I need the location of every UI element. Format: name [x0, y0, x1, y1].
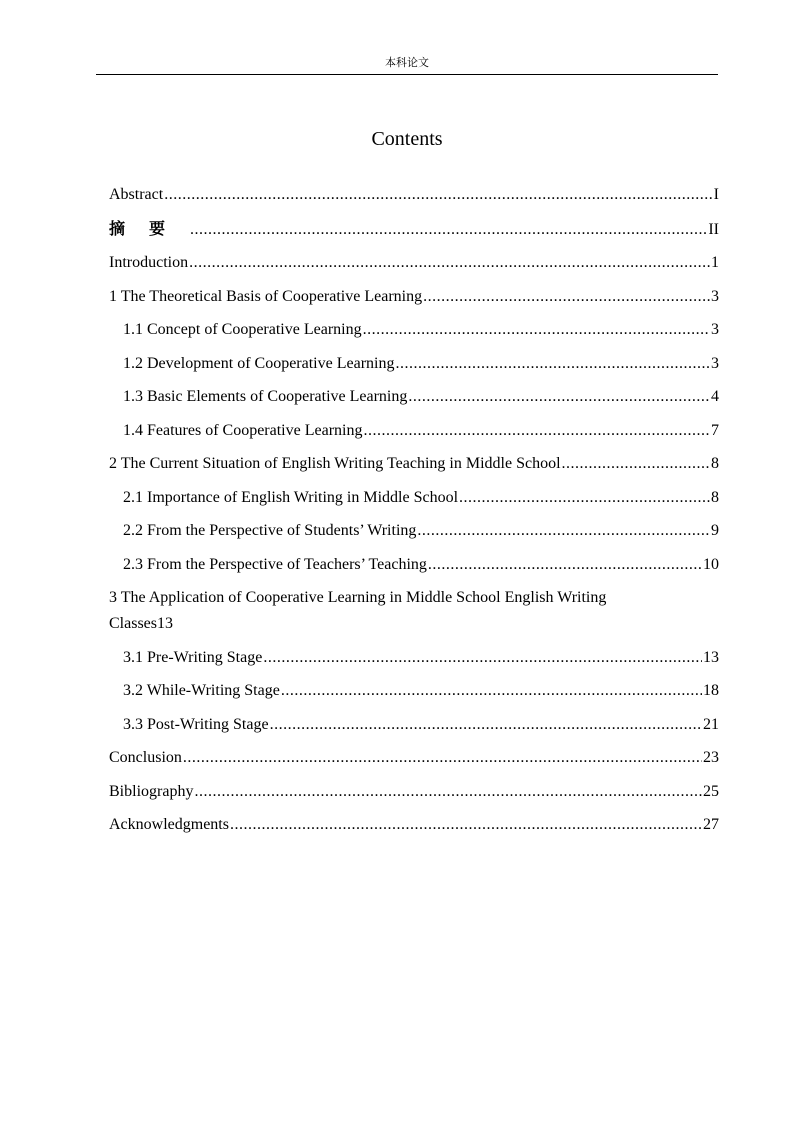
toc-page-number: 8: [711, 455, 719, 472]
dot-leader: [281, 679, 702, 703]
running-title: 本科论文: [385, 56, 429, 69]
dot-leader: [423, 285, 710, 309]
toc-entry-chapter-3[interactable]: [109, 586, 719, 636]
toc-entry-label: 2 The Current Situation of English Writing Teaching in Middle School: [109, 455, 561, 472]
dot-leader: [408, 385, 710, 409]
toc-entry-label: 2.3 From the Perspective of Teachers’ Teaching: [123, 555, 427, 573]
dot-leader: [164, 183, 712, 207]
toc-entry-label-line-1: 3 The Application of Cooperative Learning in Middle School English Writing: [109, 589, 607, 606]
toc-entry-label: Introduction: [109, 254, 189, 271]
toc-entry-label: 2.2 From the Perspective of Students’ Writing: [123, 522, 417, 539]
toc-title: Contents: [371, 128, 443, 150]
toc-entry-label: Conclusion: [109, 749, 182, 766]
toc-entry-label: 3.3 Post-Writing Stage: [123, 715, 269, 733]
toc-page-number: 13: [157, 615, 173, 632]
toc-page-number: 13: [703, 648, 719, 666]
dot-leader: [183, 746, 702, 770]
dot-leader: [459, 486, 710, 510]
toc-entry-chapter-2[interactable]: [109, 452, 719, 476]
table-of-contents: [109, 183, 719, 847]
dot-leader: [189, 251, 710, 275]
toc-entry-label: 摘要: [109, 218, 190, 238]
toc-entry-section-3-2[interactable]: [109, 679, 719, 703]
dot-leader: [230, 813, 702, 837]
toc-page-number: 18: [703, 682, 719, 699]
toc-entry-label: Abstract: [109, 186, 164, 203]
toc-entry-section-2-3[interactable]: [109, 553, 719, 577]
toc-page-number: 8: [711, 488, 719, 506]
toc-entry-label: 3.2 While-Writing Stage: [123, 682, 280, 699]
toc-page-number: 1: [711, 254, 719, 271]
toc-entry-label: 2.1 Importance of English Writing in Middle School: [123, 488, 459, 506]
toc-entry-label: Acknowledgments: [109, 816, 229, 833]
toc-entry-label: 1.4 Features of Cooperative Learning: [123, 421, 363, 439]
dot-leader: [363, 419, 710, 443]
dot-leader: [417, 519, 710, 543]
toc-page-number: I: [713, 186, 719, 203]
toc-entry-label: 1.2 Development of Cooperative Learning: [123, 354, 395, 372]
toc-page-number: 25: [703, 782, 719, 800]
toc-entry-abstract[interactable]: [109, 183, 719, 207]
toc-entry-label: 1.1 Concept of Cooperative Learning: [123, 321, 362, 338]
toc-entry-section-3-3[interactable]: [109, 713, 719, 737]
toc-page-number: 3: [711, 287, 719, 305]
dot-leader: [363, 318, 710, 342]
dot-leader: [194, 780, 702, 804]
toc-entry-section-1-4[interactable]: [109, 419, 719, 443]
toc-entry-section-1-1[interactable]: [109, 318, 719, 342]
page-header: [96, 56, 718, 75]
dot-leader: [270, 713, 702, 737]
dot-leader: [395, 352, 710, 376]
toc-page-number: 27: [703, 816, 719, 833]
toc-page-number: 4: [711, 388, 719, 405]
dot-leader: [263, 646, 702, 670]
toc-entry-label: Bibliography: [109, 782, 194, 800]
toc-page-number: 3: [711, 321, 719, 338]
toc-page-number: 23: [703, 749, 719, 766]
toc-entry-acknowledgments[interactable]: [109, 813, 719, 837]
toc-entry-introduction[interactable]: [109, 251, 719, 275]
toc-page-number: 10: [703, 555, 719, 573]
toc-entry-section-1-2[interactable]: [109, 352, 719, 376]
toc-entry-label-line-2: Classes: [109, 615, 157, 632]
toc-page-number: II: [708, 220, 719, 238]
toc-entry-label: 1.3 Basic Elements of Cooperative Learning: [123, 388, 408, 405]
toc-entry-section-2-2[interactable]: [109, 519, 719, 543]
toc-page-number: 7: [711, 421, 719, 439]
toc-page-number: 9: [711, 522, 719, 539]
toc-entry-bibliography[interactable]: [109, 780, 719, 804]
toc-entry-conclusion[interactable]: [109, 746, 719, 770]
dot-leader: [562, 452, 710, 476]
toc-page-number: 3: [711, 354, 719, 372]
toc-entry-label: 1 The Theoretical Basis of Cooperative Learning: [109, 287, 423, 305]
toc-entry-label: 3.1 Pre-Writing Stage: [123, 648, 263, 666]
toc-entry-section-1-3[interactable]: [109, 385, 719, 409]
dot-leader: [428, 553, 702, 577]
toc-entry-chinese-abstract[interactable]: [109, 217, 719, 242]
dot-leader: [190, 218, 707, 242]
toc-entry-section-2-1[interactable]: [109, 486, 719, 510]
toc-entry-section-3-1[interactable]: [109, 646, 719, 670]
toc-page-number: 21: [703, 715, 719, 733]
toc-entry-chapter-1[interactable]: [109, 285, 719, 309]
